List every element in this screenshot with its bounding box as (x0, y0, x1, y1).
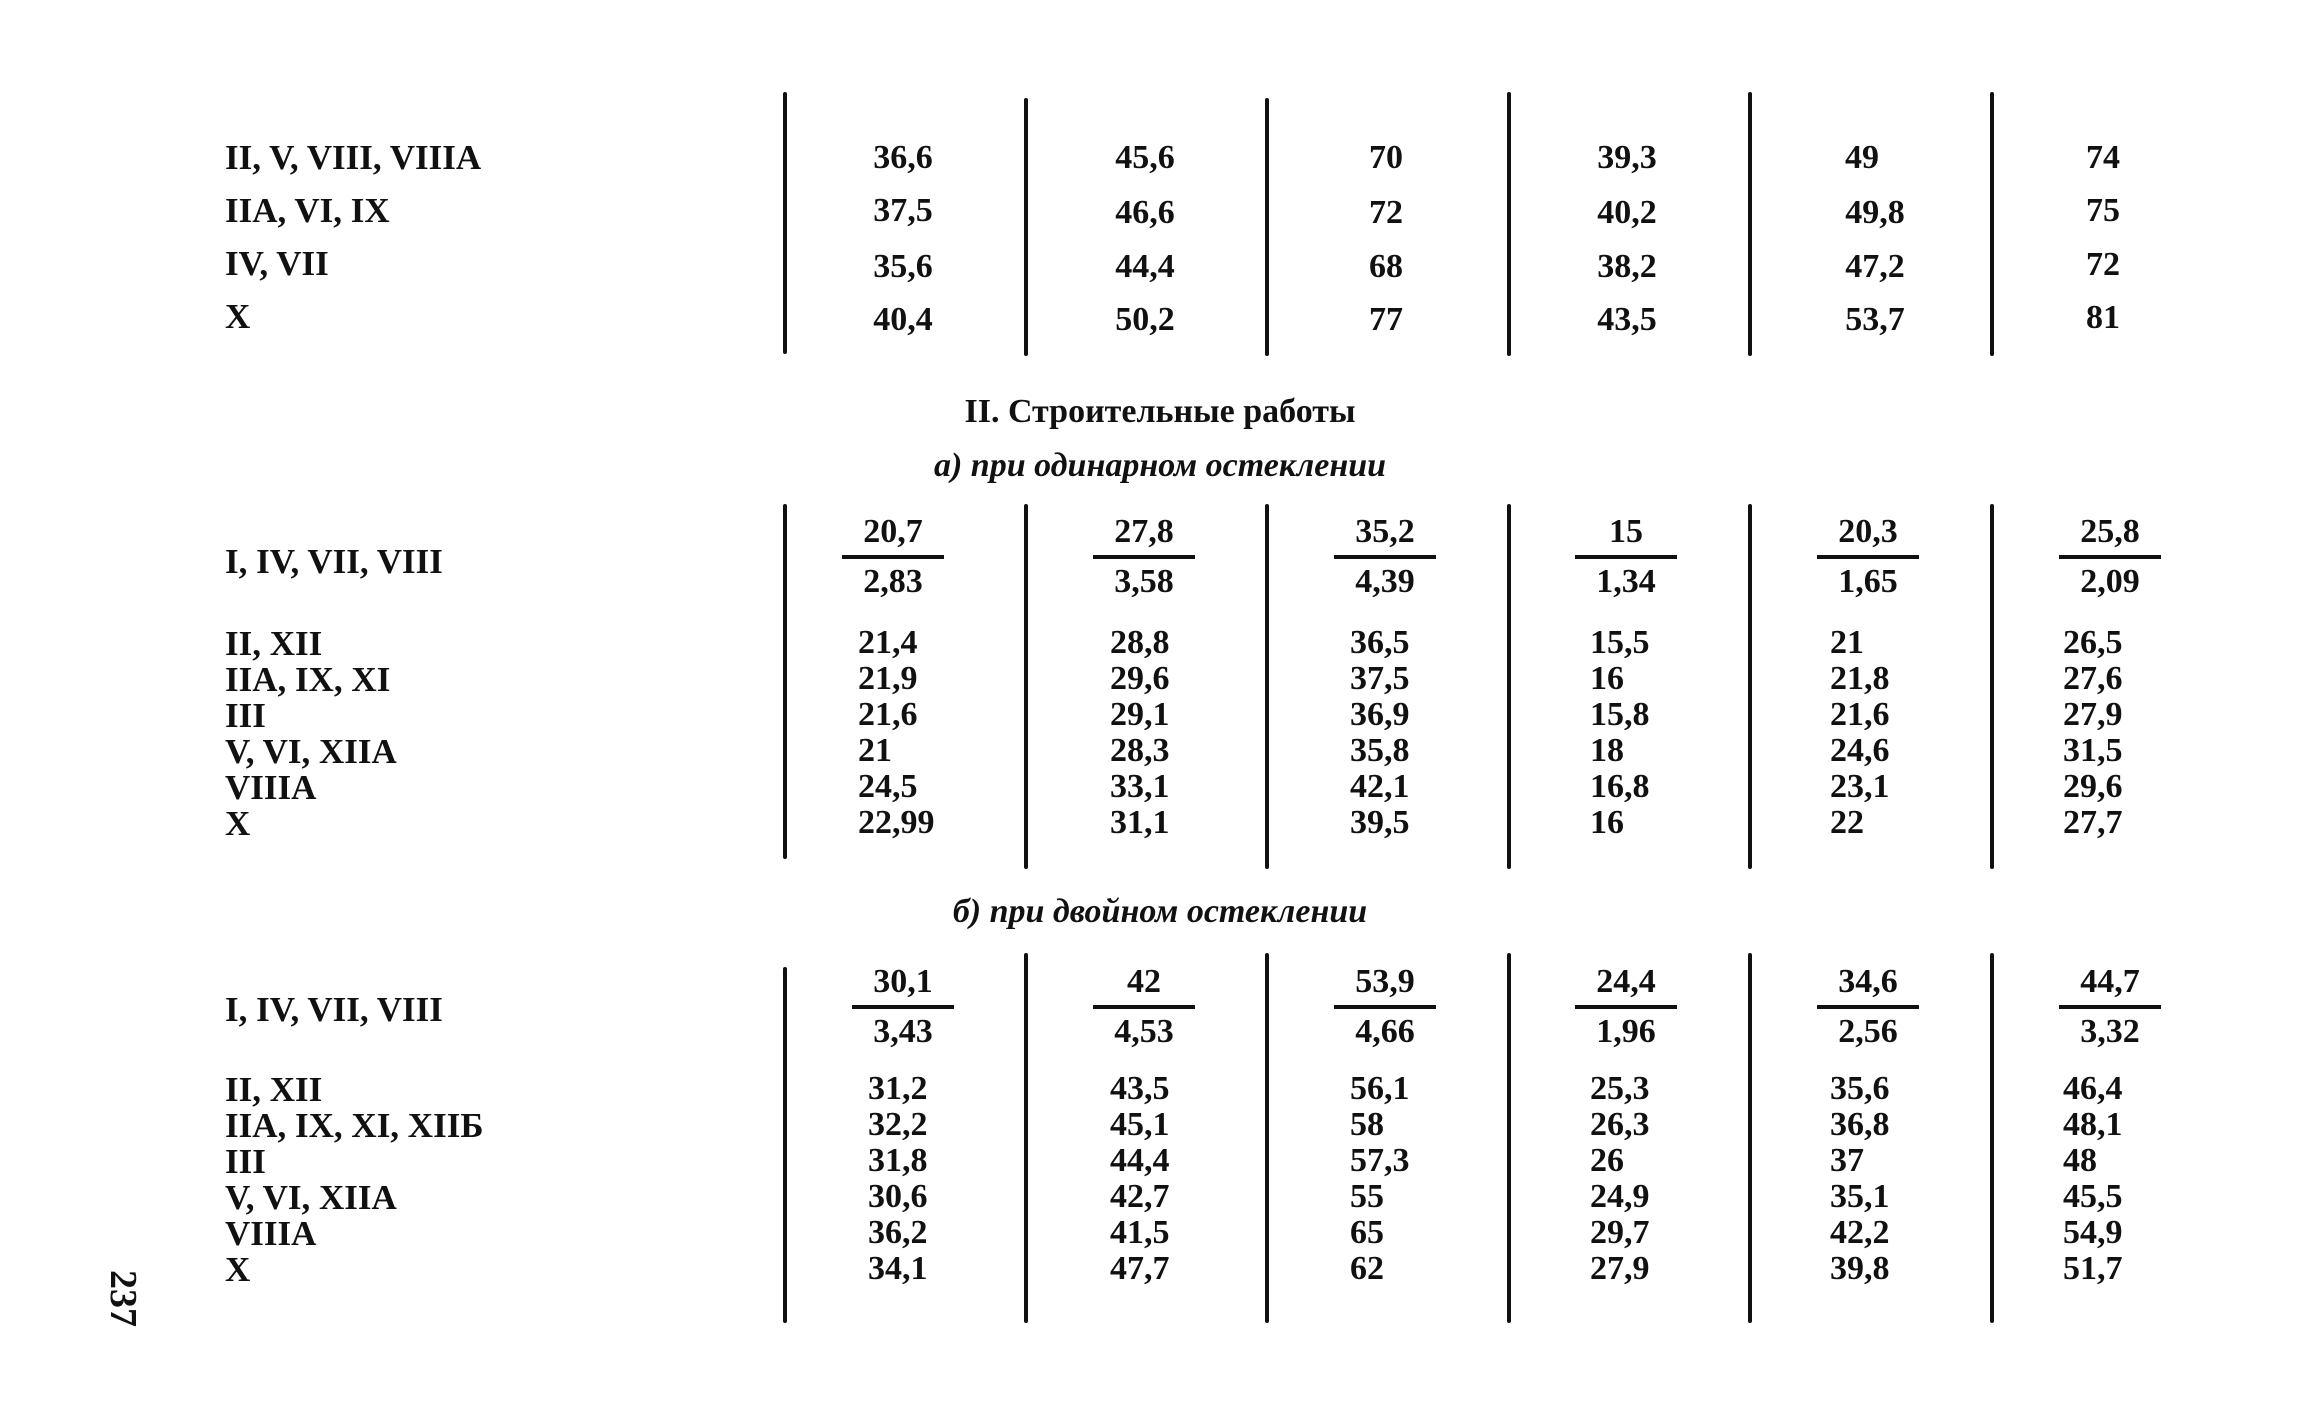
row-label: II, V, VIII, VIIIA (225, 138, 482, 177)
subsection-title-a: а) при одинарном остеклении (933, 447, 1387, 484)
row-label: II, XII (225, 624, 323, 663)
fraction-cell (1320, 515, 1450, 599)
fraction-cell (1803, 965, 1933, 1049)
fraction-numerator: 20,3 (1838, 513, 1898, 550)
table-cell: 35,1 (1830, 1178, 1890, 1215)
column-divider (783, 967, 787, 1323)
table-cell: 31,2 (868, 1070, 928, 1107)
column-divider (1990, 953, 1994, 1323)
column-divider (783, 504, 787, 859)
fraction-cell (1561, 515, 1691, 599)
table-cell: 47,2 (1845, 248, 1905, 285)
fraction-numerator: 30,1 (873, 963, 933, 1000)
fraction-numerator: 25,8 (2080, 513, 2140, 550)
row-label: I, IV, VII, VIII (225, 990, 443, 1029)
table-cell: 24,9 (1590, 1178, 1650, 1215)
table-cell: 27,9 (1590, 1250, 1650, 1287)
column-divider (1024, 98, 1028, 356)
fraction-denominator: 3,43 (873, 1013, 933, 1050)
row-label: IIA, IX, XI, XIIБ (225, 1106, 484, 1145)
table-cell: 35,8 (1350, 732, 1410, 769)
table-cell: 39,5 (1350, 804, 1410, 841)
table-cell: 45,5 (2063, 1178, 2123, 1215)
table-cell: 29,6 (2063, 768, 2123, 805)
table-cell: 62 (1350, 1250, 1384, 1287)
table-cell: 39,8 (1830, 1250, 1890, 1287)
table-cell: 35,6 (1830, 1070, 1890, 1107)
table-cell: 26,5 (2063, 624, 2123, 661)
table-cell: 24,5 (858, 768, 918, 805)
table-cell: 68 (1369, 248, 1403, 285)
fraction-cell (2045, 515, 2175, 599)
column-divider (1748, 504, 1752, 869)
table-cell: 81 (2086, 299, 2120, 336)
table-cell: 29,6 (1110, 660, 1170, 697)
table-cell: 40,4 (873, 301, 933, 338)
table-cell: 23,1 (1830, 768, 1890, 805)
table-cell: 49 (1845, 139, 1879, 176)
table-cell: 27,7 (2063, 804, 2123, 841)
row-label: X (225, 1250, 251, 1289)
table-cell: 22,99 (858, 804, 935, 841)
table-cell: 29,1 (1110, 696, 1170, 733)
column-divider (1265, 98, 1269, 356)
table-cell: 47,7 (1110, 1250, 1170, 1287)
row-label: III (225, 1142, 266, 1181)
table-cell: 21,4 (858, 624, 918, 661)
fraction-denominator: 3,32 (2080, 1013, 2140, 1050)
table-cell: 21,6 (1830, 696, 1890, 733)
table-cell: 36,6 (873, 139, 933, 176)
table-cell: 31,8 (868, 1142, 928, 1179)
fraction-numerator: 27,8 (1114, 513, 1174, 550)
table-cell: 15,8 (1590, 696, 1650, 733)
table-cell: 35,6 (873, 248, 933, 285)
fraction-denominator: 3,58 (1114, 563, 1174, 600)
table-cell: 37,5 (1350, 660, 1410, 697)
column-divider (1990, 92, 1994, 356)
row-label: IIA, IX, XI (225, 660, 391, 699)
table-cell: 45,1 (1110, 1106, 1170, 1143)
row-label: IIA, VI, IX (225, 191, 390, 230)
table-cell: 32,2 (868, 1106, 928, 1143)
table-cell: 21,9 (858, 660, 918, 697)
table-cell: 46,6 (1115, 194, 1175, 231)
column-divider (1507, 953, 1511, 1323)
fraction-cell (1079, 515, 1209, 599)
table-cell: 42,1 (1350, 768, 1410, 805)
row-label: III (225, 696, 266, 735)
table-cell: 37,5 (873, 192, 933, 229)
column-divider (783, 92, 787, 354)
column-divider (1748, 92, 1752, 356)
subsection-title-b: б) при двойном остеклении (952, 893, 1368, 930)
page-number: 237 (102, 1270, 144, 1327)
table-cell: 26,3 (1590, 1106, 1650, 1143)
column-divider (1990, 504, 1994, 869)
table-cell: 36,2 (868, 1214, 928, 1251)
section-title: II. Строительные работы (964, 393, 1356, 430)
table-cell: 37 (1830, 1142, 1864, 1179)
fraction-numerator: 34,6 (1838, 963, 1898, 1000)
fraction-denominator: 2,83 (863, 563, 923, 600)
table-cell: 21,6 (858, 696, 918, 733)
table-cell: 21 (1830, 624, 1864, 661)
fraction-denominator: 2,09 (2080, 563, 2140, 600)
table-cell: 55 (1350, 1178, 1384, 1215)
table-cell: 44,4 (1110, 1142, 1170, 1179)
column-divider (1507, 92, 1511, 356)
fraction-denominator: 1,65 (1838, 563, 1898, 600)
table-cell: 29,7 (1590, 1214, 1650, 1251)
table-cell: 45,6 (1115, 139, 1175, 176)
table-cell: 40,2 (1597, 194, 1657, 231)
column-divider (1024, 504, 1028, 869)
column-divider (1265, 953, 1269, 1323)
table-cell: 31,5 (2063, 732, 2123, 769)
row-label: V, VI, XIIA (225, 732, 397, 771)
row-label: I, IV, VII, VIII (225, 542, 443, 581)
table-cell: 16 (1590, 804, 1624, 841)
table-cell: 70 (1369, 139, 1403, 176)
fraction-cell (828, 515, 958, 599)
table-cell: 21,8 (1830, 660, 1890, 697)
row-label: VIIIA (225, 1214, 317, 1253)
table-cell: 22 (1830, 804, 1864, 841)
fraction-numerator: 35,2 (1355, 513, 1415, 550)
fraction-numerator: 44,7 (2080, 963, 2140, 1000)
table-cell: 46,4 (2063, 1070, 2123, 1107)
table-cell: 58 (1350, 1106, 1384, 1143)
table-cell: 72 (2086, 246, 2120, 283)
fraction-denominator: 4,53 (1114, 1013, 1174, 1050)
column-divider (1507, 504, 1511, 869)
fraction-cell (1561, 965, 1691, 1049)
table-cell: 48 (2063, 1142, 2097, 1179)
table-cell: 28,3 (1110, 732, 1170, 769)
table-cell: 15,5 (1590, 624, 1650, 661)
fraction-numerator: 24,4 (1596, 963, 1656, 1000)
table-cell: 28,8 (1110, 624, 1170, 661)
fraction-numerator: 15 (1609, 513, 1643, 550)
fraction-numerator: 42 (1127, 963, 1161, 1000)
table-cell: 21 (858, 732, 892, 769)
table-cell: 30,6 (868, 1178, 928, 1215)
column-divider (1024, 953, 1028, 1323)
table-cell: 31,1 (1110, 804, 1170, 841)
row-label: X (225, 804, 251, 843)
table-cell: 18 (1590, 732, 1624, 769)
table-cell: 36,9 (1350, 696, 1410, 733)
table-cell: 72 (1369, 194, 1403, 231)
table-cell: 75 (2086, 192, 2120, 229)
table-cell: 36,5 (1350, 624, 1410, 661)
table-cell: 26 (1590, 1142, 1624, 1179)
table-cell: 16 (1590, 660, 1624, 697)
fraction-numerator: 20,7 (863, 513, 923, 550)
table-cell: 27,6 (2063, 660, 2123, 697)
fraction-cell (2045, 965, 2175, 1049)
row-label: IV, VII (225, 244, 329, 283)
fraction-cell (1079, 965, 1209, 1049)
table-cell: 27,9 (2063, 696, 2123, 733)
column-divider (1748, 953, 1752, 1323)
table-cell: 41,5 (1110, 1214, 1170, 1251)
fraction-denominator: 4,39 (1355, 563, 1415, 600)
fraction-cell (1320, 965, 1450, 1049)
fraction-denominator: 4,66 (1355, 1013, 1415, 1050)
fraction-denominator: 2,56 (1838, 1013, 1898, 1050)
table-cell: 48,1 (2063, 1106, 2123, 1143)
fraction-cell (838, 965, 968, 1049)
table-cell: 36,8 (1830, 1106, 1890, 1143)
table-cell: 34,1 (868, 1250, 928, 1287)
table-cell: 65 (1350, 1214, 1384, 1251)
fraction-numerator: 53,9 (1355, 963, 1415, 1000)
row-label: II, XII (225, 1070, 323, 1109)
table-cell: 50,2 (1115, 301, 1175, 338)
table-cell: 54,9 (2063, 1214, 2123, 1251)
table-cell: 39,3 (1597, 139, 1657, 176)
table-cell: 74 (2086, 139, 2120, 176)
table-cell: 38,2 (1597, 248, 1657, 285)
row-label: X (225, 297, 251, 336)
table-cell: 44,4 (1115, 248, 1175, 285)
table-cell: 51,7 (2063, 1250, 2123, 1287)
fraction-cell (1803, 515, 1933, 599)
table-cell: 57,3 (1350, 1142, 1410, 1179)
table-cell: 53,7 (1845, 301, 1905, 338)
row-label: V, VI, XIIA (225, 1178, 397, 1217)
table-cell: 42,7 (1110, 1178, 1170, 1215)
table-cell: 77 (1369, 301, 1403, 338)
table-cell: 24,6 (1830, 732, 1890, 769)
table-cell: 42,2 (1830, 1214, 1890, 1251)
row-label: VIIIA (225, 768, 317, 807)
column-divider (1265, 504, 1269, 869)
table-cell: 43,5 (1110, 1070, 1170, 1107)
table-cell: 16,8 (1590, 768, 1650, 805)
fraction-denominator: 1,96 (1596, 1013, 1656, 1050)
table-cell: 56,1 (1350, 1070, 1410, 1107)
table-cell: 49,8 (1845, 194, 1905, 231)
table-cell: 25,3 (1590, 1070, 1650, 1107)
table-cell: 33,1 (1110, 768, 1170, 805)
table-cell: 43,5 (1597, 301, 1657, 338)
fraction-denominator: 1,34 (1596, 563, 1656, 600)
